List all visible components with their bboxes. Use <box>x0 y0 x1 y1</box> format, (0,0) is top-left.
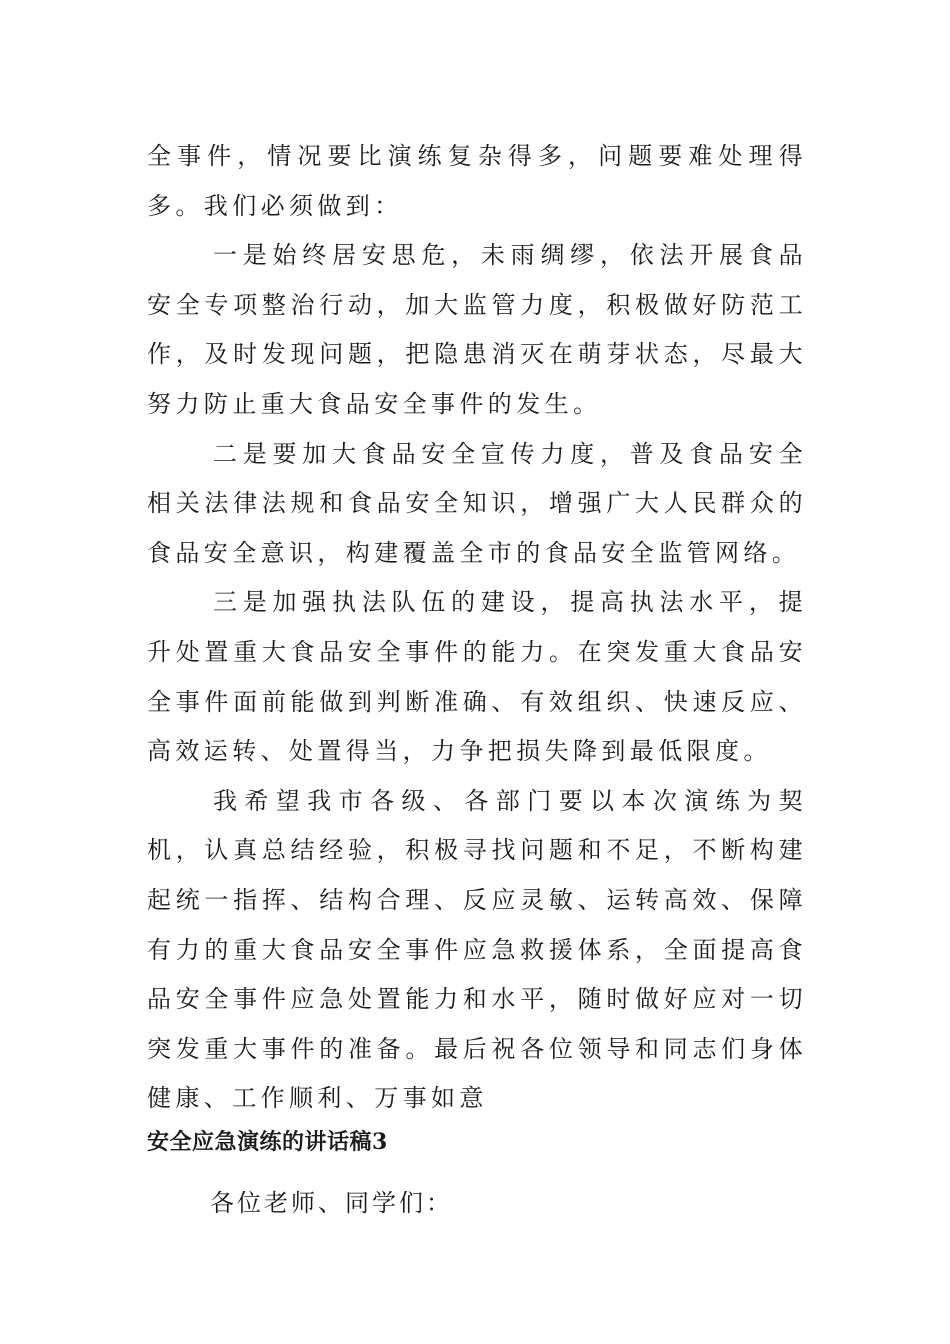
salutation: 各位老师、同学们： <box>210 1189 453 1217</box>
document-body <box>147 132 807 1124</box>
paragraph-point-two: 二是要加大食品安全宣传力度，普及食品安全相关法律法规和食品安全知识，增强广大人民群众的食品安全意识，构建覆盖全市的食品安全监管网络。 <box>147 439 807 567</box>
paragraph-intro-continuation: 全事件，情况要比演练复杂得多，问题要难处理得多。我们必须做到： <box>147 142 807 220</box>
paragraph-point-one: 一是始终居安思危，未雨绸缪，依法开展食品安全专项整治行动，加大监管力度，积极做好防范工作，及时发现问题，把隐患消灭在萌芽状态，尽最大努力防止重大食品安全事件的发生。 <box>147 241 807 418</box>
section-heading: 安全应急演练的讲话稿3 <box>147 1129 388 1155</box>
paragraph-closing: 我希望我市各级、各部门要以本次演练为契机，认真总结经验，积极寻找问题和不足，不断构建起统一指挥、结构合理、反应灵敏、运转高效、保障有力的重大食品安全事件应急救援体系，全面提高食品安全事件应急处置能力和水平，随时做好应对一切突发重大事件的准备。最后祝各位领导和同志们身体健康、工作顺利、万事如意 <box>147 786 807 1113</box>
paragraph-point-three: 三是加强执法队伍的建设，提高执法水平，提升处置重大食品安全事件的能力。在突发重大食品安全事件面前能做到判断准确、有效组织、快速反应、高效运转、处置得当，力争把损失降到最低限度。 <box>147 588 807 766</box>
